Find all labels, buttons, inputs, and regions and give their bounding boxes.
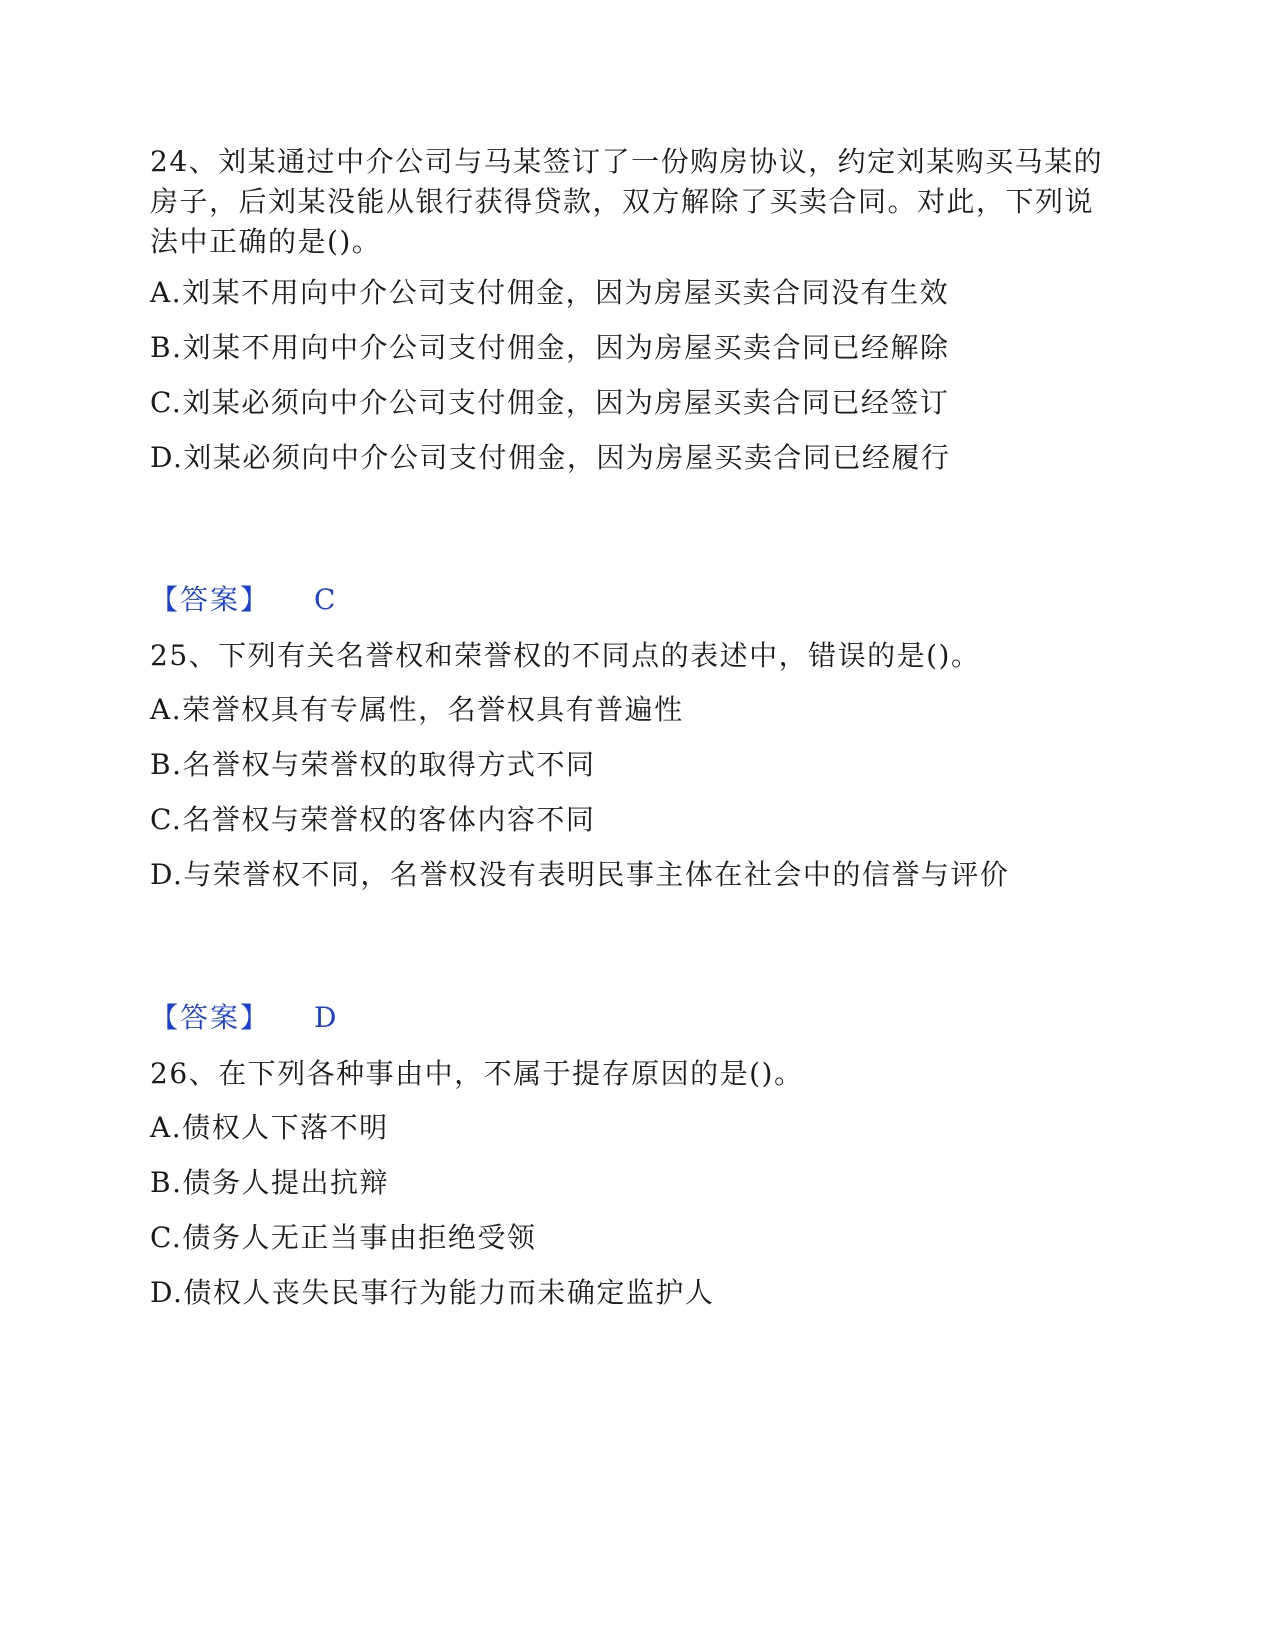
option-a: A.刘某不用向中介公司支付佣金，因为房屋买卖合同没有生效: [150, 276, 950, 309]
question-stem: 25、下列有关名誉权和荣誉权的不同点的表述中，错误的是()。: [150, 639, 981, 672]
answer-label: 【答案】: [150, 583, 271, 616]
option-a: A.荣誉权具有专属性，名誉权具有普遍性: [150, 693, 684, 726]
answer-value: D: [314, 1001, 337, 1034]
option-b: B.债务人提出抗辩: [150, 1166, 389, 1199]
option-b: B.名誉权与荣誉权的取得方式不同: [150, 748, 596, 781]
question-25: [150, 636, 1110, 891]
question-stem: 24、刘某通过中介公司与马某签订了一份购房协议，约定刘某购买马某的房子，后刘某没能从银行获得贷款，双方解除了买卖合同。对此，下列说法中正确的是()。: [150, 145, 1104, 258]
option-c: C.债务人无正当事由拒绝受领: [150, 1221, 537, 1254]
option-a: A.债权人下落不明: [150, 1111, 389, 1144]
answer-value: C: [314, 583, 336, 616]
question-26: [150, 1054, 1110, 1309]
option-d: D.刘某必须向中介公司支付佣金，因为房屋买卖合同已经履行: [150, 441, 951, 474]
answer-line-24: [150, 580, 335, 620]
question-24: [150, 142, 1110, 474]
answer-line-25: [150, 998, 336, 1038]
question-stem: 26、在下列各种事由中，不属于提存原因的是()。: [150, 1057, 804, 1090]
answer-label: 【答案】: [150, 1001, 271, 1034]
option-d: D.与荣誉权不同，名誉权没有表明民事主体在社会中的信誉与评价: [150, 858, 1010, 891]
option-c: C.刘某必须向中介公司支付佣金，因为房屋买卖合同已经签订: [150, 386, 950, 419]
option-d: D.债权人丧失民事行为能力而未确定监护人: [150, 1276, 715, 1309]
option-c: C.名誉权与荣誉权的客体内容不同: [150, 803, 596, 836]
option-b: B.刘某不用向中介公司支付佣金，因为房屋买卖合同已经解除: [150, 331, 950, 364]
